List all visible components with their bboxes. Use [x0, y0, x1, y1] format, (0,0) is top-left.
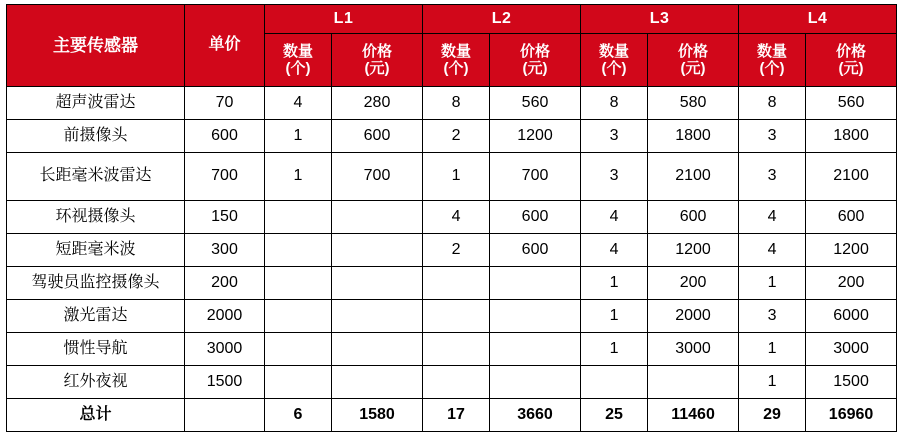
row-price-l1 — [332, 267, 423, 300]
row-qty-l3: 4 — [581, 234, 648, 267]
table-header — [7, 5, 897, 87]
row-qty-l4: 3 — [739, 120, 806, 153]
header-price-l3 — [648, 34, 739, 87]
row-price-l3 — [648, 366, 739, 399]
row-qty-l3: 3 — [581, 120, 648, 153]
row-unit-price: 700 — [185, 153, 265, 201]
row-qty-l1: 1 — [265, 153, 332, 201]
header-level-l1: L1 — [265, 5, 423, 34]
row-unit-price: 150 — [185, 201, 265, 234]
header-price-l1-line2: (元) — [364, 60, 390, 77]
row-qty-l3: 1 — [581, 300, 648, 333]
row-price-l2: 1200 — [490, 120, 581, 153]
row-unit-price: 600 — [185, 120, 265, 153]
row-unit-price: 3000 — [185, 333, 265, 366]
header-qty-l4-line1: 数量 — [757, 42, 788, 60]
header-price-l2 — [490, 34, 581, 87]
row-qty-l4: 3 — [739, 153, 806, 201]
total-qty-l4: 29 — [739, 399, 806, 432]
row-price-l3: 1200 — [648, 234, 739, 267]
row-price-l4: 200 — [806, 267, 897, 300]
row-name: 前摄像头 — [7, 120, 185, 153]
row-qty-l4: 1 — [739, 333, 806, 366]
row-price-l1 — [332, 366, 423, 399]
row-unit-price: 200 — [185, 267, 265, 300]
header-qty-l4-line2: (个) — [759, 60, 785, 77]
row-name: 红外夜视 — [7, 366, 185, 399]
row-qty-l4: 1 — [739, 366, 806, 399]
header-qty-l1-line1: 数量 — [282, 42, 313, 60]
row-price-l4: 3000 — [806, 333, 897, 366]
row-qty-l3: 8 — [581, 87, 648, 120]
row-qty-l2: 2 — [423, 234, 490, 267]
row-qty-l2: 1 — [423, 153, 490, 201]
row-qty-l1 — [265, 201, 332, 234]
row-price-l3: 600 — [648, 201, 739, 234]
row-price-l4: 1200 — [806, 234, 897, 267]
table-row — [7, 333, 897, 366]
table-row — [7, 153, 897, 201]
row-unit-price: 1500 — [185, 366, 265, 399]
row-qty-l1 — [265, 234, 332, 267]
row-price-l4: 600 — [806, 201, 897, 234]
row-qty-l2: 8 — [423, 87, 490, 120]
header-price-l1 — [332, 34, 423, 87]
row-qty-l4: 8 — [739, 87, 806, 120]
row-price-l3: 1800 — [648, 120, 739, 153]
row-price-l2 — [490, 300, 581, 333]
table-row — [7, 87, 897, 120]
row-price-l2: 560 — [490, 87, 581, 120]
row-price-l2: 700 — [490, 153, 581, 201]
total-label: 总计 — [7, 399, 185, 432]
header-price-l4-line1: 价格 — [836, 42, 867, 60]
row-qty-l3: 1 — [581, 333, 648, 366]
row-qty-l4: 1 — [739, 267, 806, 300]
header-unit-price-column: 单价 — [185, 5, 265, 87]
table-row — [7, 234, 897, 267]
total-qty-l2: 17 — [423, 399, 490, 432]
total-price-l3: 11460 — [648, 399, 739, 432]
row-qty-l1 — [265, 333, 332, 366]
table-body — [7, 87, 897, 432]
row-price-l4: 1800 — [806, 120, 897, 153]
row-qty-l4: 3 — [739, 300, 806, 333]
row-price-l2: 600 — [490, 234, 581, 267]
row-qty-l3: 3 — [581, 153, 648, 201]
row-price-l1 — [332, 201, 423, 234]
header-level-l2: L2 — [423, 5, 581, 34]
row-price-l3: 2100 — [648, 153, 739, 201]
row-price-l1: 280 — [332, 87, 423, 120]
table-row — [7, 201, 897, 234]
row-price-l4: 2100 — [806, 153, 897, 201]
row-qty-l2 — [423, 300, 490, 333]
row-price-l3: 3000 — [648, 333, 739, 366]
header-qty-l3-line1: 数量 — [599, 42, 630, 60]
header-qty-l2 — [423, 34, 490, 87]
total-unit-price — [185, 399, 265, 432]
row-name: 长距毫米波雷达 — [7, 153, 185, 201]
row-price-l1: 600 — [332, 120, 423, 153]
header-qty-l3-line2: (个) — [601, 60, 627, 77]
header-qty-l1 — [265, 34, 332, 87]
table-row — [7, 300, 897, 333]
header-qty-l3 — [581, 34, 648, 87]
table-row — [7, 267, 897, 300]
row-qty-l1: 1 — [265, 120, 332, 153]
row-price-l2 — [490, 267, 581, 300]
header-price-l3-line2: (元) — [680, 60, 706, 77]
row-qty-l3: 1 — [581, 267, 648, 300]
header-level-l3: L3 — [581, 5, 739, 34]
row-qty-l3: 4 — [581, 201, 648, 234]
header-sensor-column: 主要传感器 — [7, 5, 185, 87]
row-qty-l4: 4 — [739, 234, 806, 267]
row-name: 惯性导航 — [7, 333, 185, 366]
row-unit-price: 2000 — [185, 300, 265, 333]
row-price-l4: 6000 — [806, 300, 897, 333]
row-qty-l1 — [265, 267, 332, 300]
row-price-l1 — [332, 234, 423, 267]
row-qty-l1 — [265, 300, 332, 333]
row-qty-l2 — [423, 267, 490, 300]
header-price-l2-line1: 价格 — [520, 42, 551, 60]
row-qty-l2: 2 — [423, 120, 490, 153]
row-price-l1: 700 — [332, 153, 423, 201]
row-price-l3: 580 — [648, 87, 739, 120]
row-qty-l1: 4 — [265, 87, 332, 120]
table-row-total — [7, 399, 897, 432]
row-name: 驾驶员监控摄像头 — [7, 267, 185, 300]
header-qty-l1-line2: (个) — [285, 60, 311, 77]
row-unit-price: 300 — [185, 234, 265, 267]
row-price-l1 — [332, 333, 423, 366]
row-qty-l1 — [265, 366, 332, 399]
header-qty-l2-line1: 数量 — [441, 42, 472, 60]
header-qty-l4 — [739, 34, 806, 87]
sensor-cost-table — [6, 4, 897, 432]
row-price-l2: 600 — [490, 201, 581, 234]
row-qty-l3 — [581, 366, 648, 399]
header-price-l1-line1: 价格 — [362, 42, 393, 60]
table-row — [7, 120, 897, 153]
row-qty-l2 — [423, 333, 490, 366]
total-price-l1: 1580 — [332, 399, 423, 432]
header-price-l2-line2: (元) — [522, 60, 548, 77]
row-price-l2 — [490, 333, 581, 366]
table-row — [7, 366, 897, 399]
row-price-l4: 1500 — [806, 366, 897, 399]
row-qty-l2: 4 — [423, 201, 490, 234]
row-price-l2 — [490, 366, 581, 399]
header-price-l4-line2: (元) — [838, 60, 864, 77]
row-name: 环视摄像头 — [7, 201, 185, 234]
header-qty-l2-line2: (个) — [443, 60, 469, 77]
row-price-l1 — [332, 300, 423, 333]
total-price-l2: 3660 — [490, 399, 581, 432]
total-qty-l3: 25 — [581, 399, 648, 432]
row-qty-l2 — [423, 366, 490, 399]
row-price-l4: 560 — [806, 87, 897, 120]
row-price-l3: 2000 — [648, 300, 739, 333]
row-name: 超声波雷达 — [7, 87, 185, 120]
row-name: 短距毫米波 — [7, 234, 185, 267]
row-price-l3: 200 — [648, 267, 739, 300]
header-price-l3-line1: 价格 — [678, 42, 709, 60]
row-qty-l4: 4 — [739, 201, 806, 234]
row-name: 激光雷达 — [7, 300, 185, 333]
total-qty-l1: 6 — [265, 399, 332, 432]
header-level-l4: L4 — [739, 5, 897, 34]
total-price-l4: 16960 — [806, 399, 897, 432]
header-price-l4 — [806, 34, 897, 87]
row-unit-price: 70 — [185, 87, 265, 120]
